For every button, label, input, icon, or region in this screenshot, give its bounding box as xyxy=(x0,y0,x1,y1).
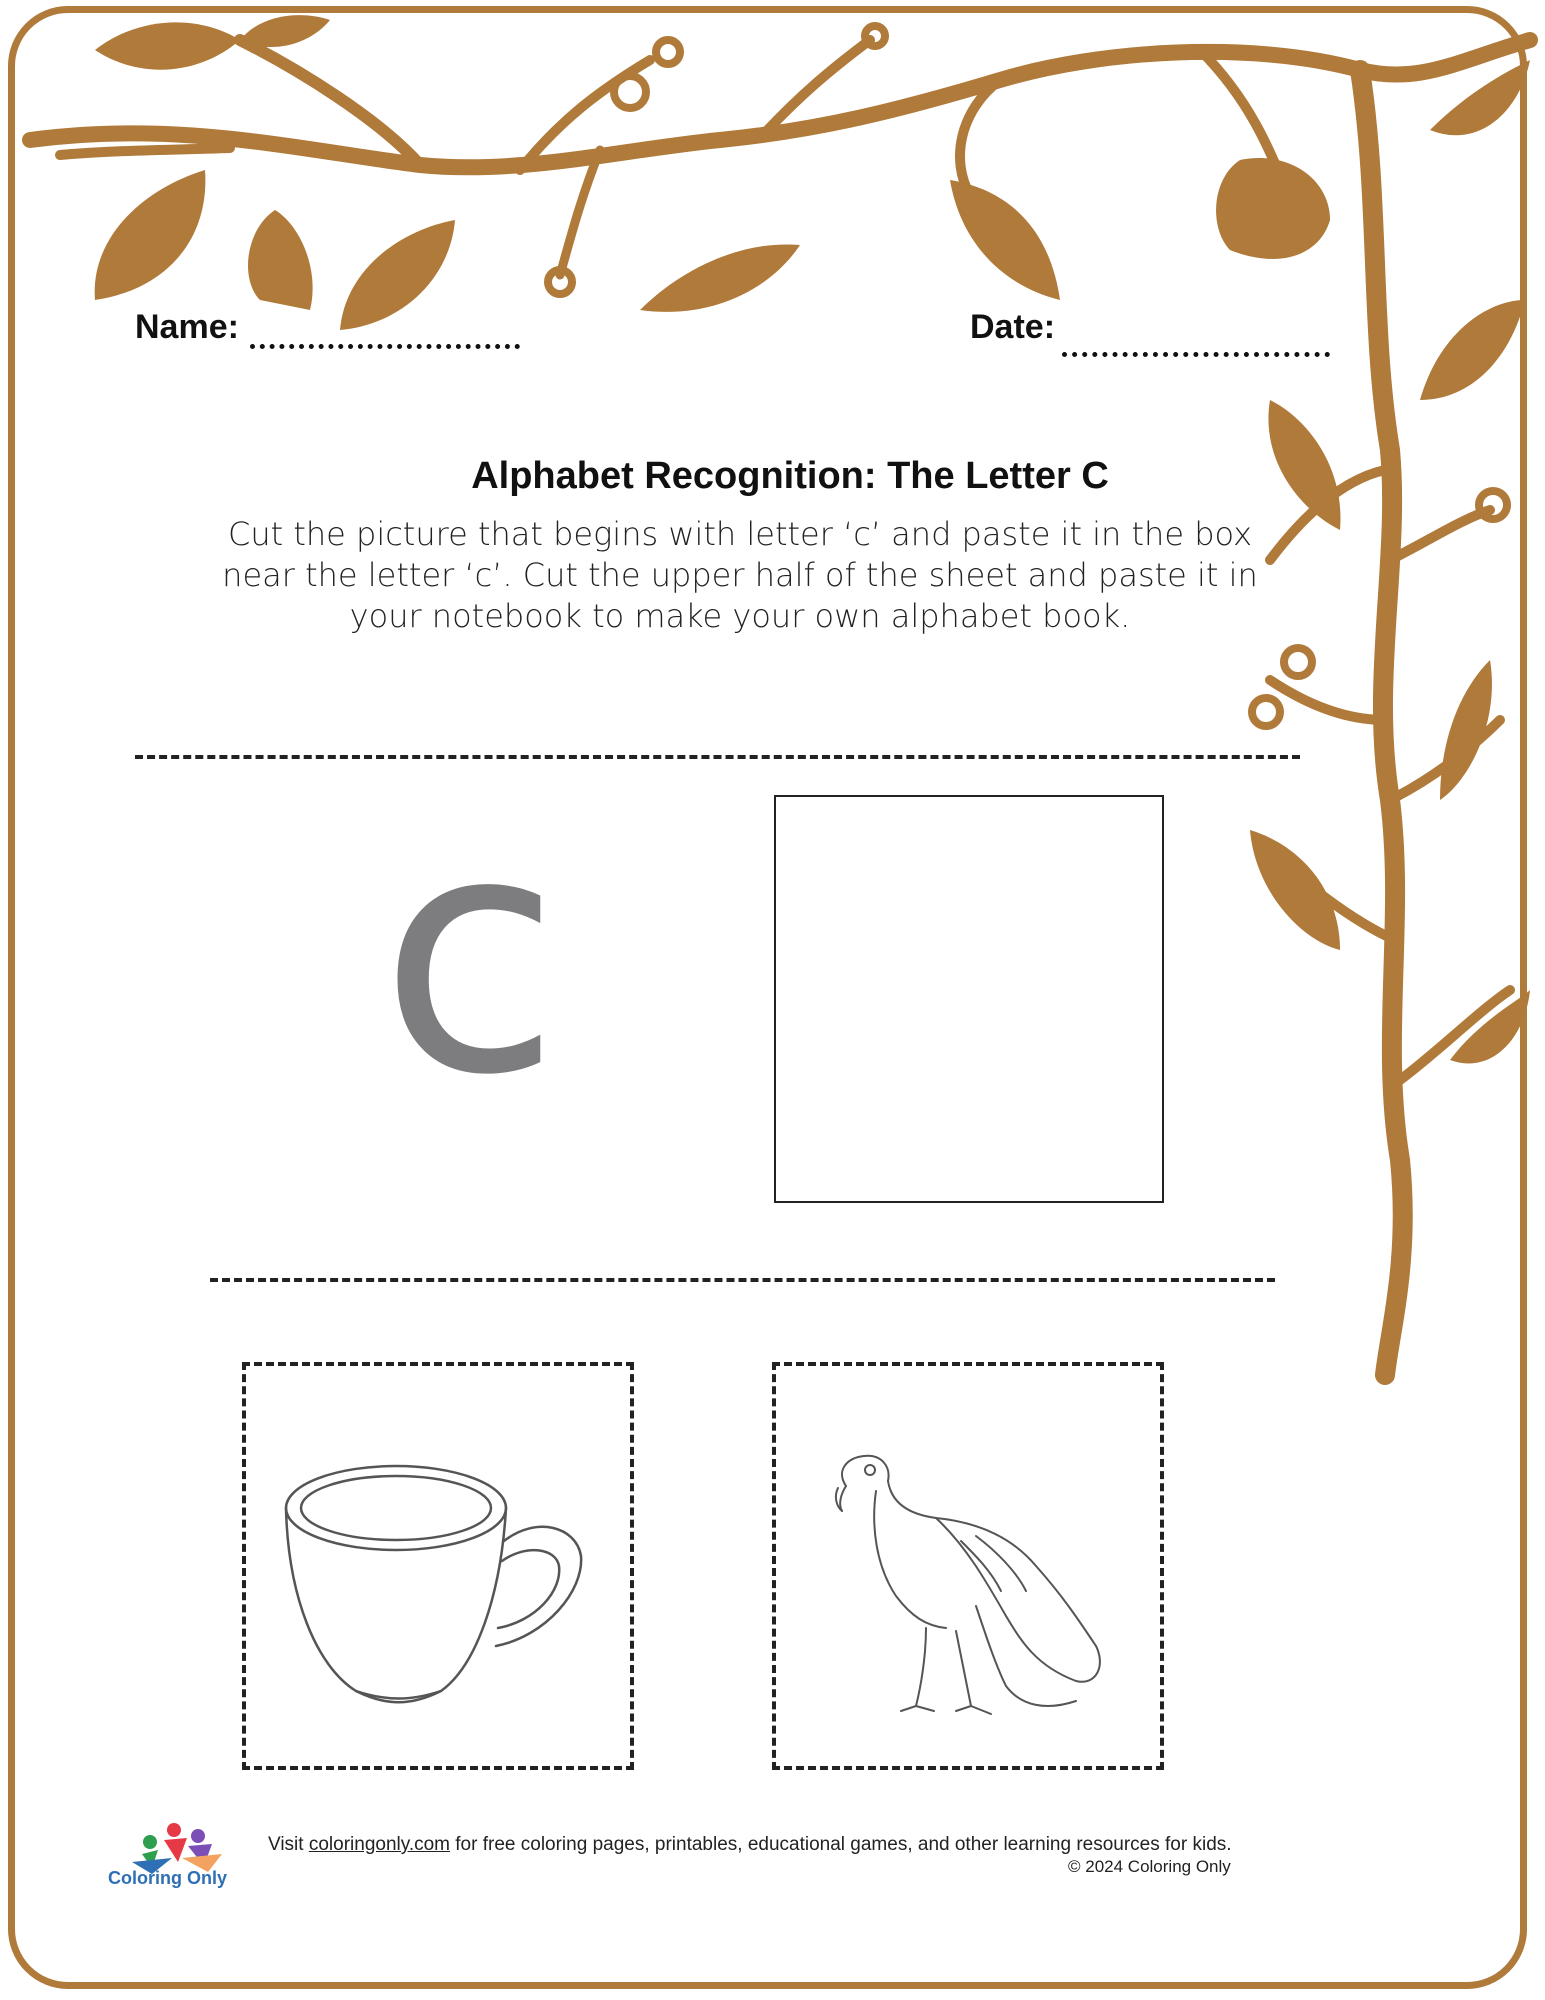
logo-text: Coloring Only xyxy=(108,1868,227,1888)
cup-icon xyxy=(246,1366,630,1766)
name-field[interactable] xyxy=(250,344,520,349)
worksheet-instructions: Cut the picture that begins with letter ‘c’ and paste it in the box near the letter ‘c’. Cut the upper half of the sheet and paste it in your notebook to make your own alphabet book. xyxy=(222,515,1258,635)
date-field[interactable] xyxy=(1062,352,1330,357)
upper-cut-line xyxy=(135,755,1300,759)
copyright: © 2024 Coloring Only xyxy=(1068,1857,1231,1876)
cut-card-eagle[interactable] xyxy=(772,1362,1164,1770)
footer-text xyxy=(268,1832,1268,1858)
big-letter: c xyxy=(379,763,561,1147)
page-border xyxy=(8,6,1527,1989)
lower-cut-line xyxy=(210,1278,1275,1282)
worksheet-title: Alphabet Recognition: The Letter C xyxy=(471,455,1109,497)
eagle-icon xyxy=(776,1366,1160,1766)
name-label: Name: xyxy=(135,308,239,346)
footer-visit-prefix: Visit xyxy=(268,1834,309,1855)
date-label: Date: xyxy=(970,308,1056,346)
footer-visit-suffix: for free coloring pages, printables, educational games, and other learning resources for kids. xyxy=(450,1834,1232,1855)
paste-box[interactable] xyxy=(774,795,1164,1203)
cut-card-cup[interactable] xyxy=(242,1362,634,1770)
footer-link[interactable]: coloringonly.com xyxy=(308,1834,450,1855)
